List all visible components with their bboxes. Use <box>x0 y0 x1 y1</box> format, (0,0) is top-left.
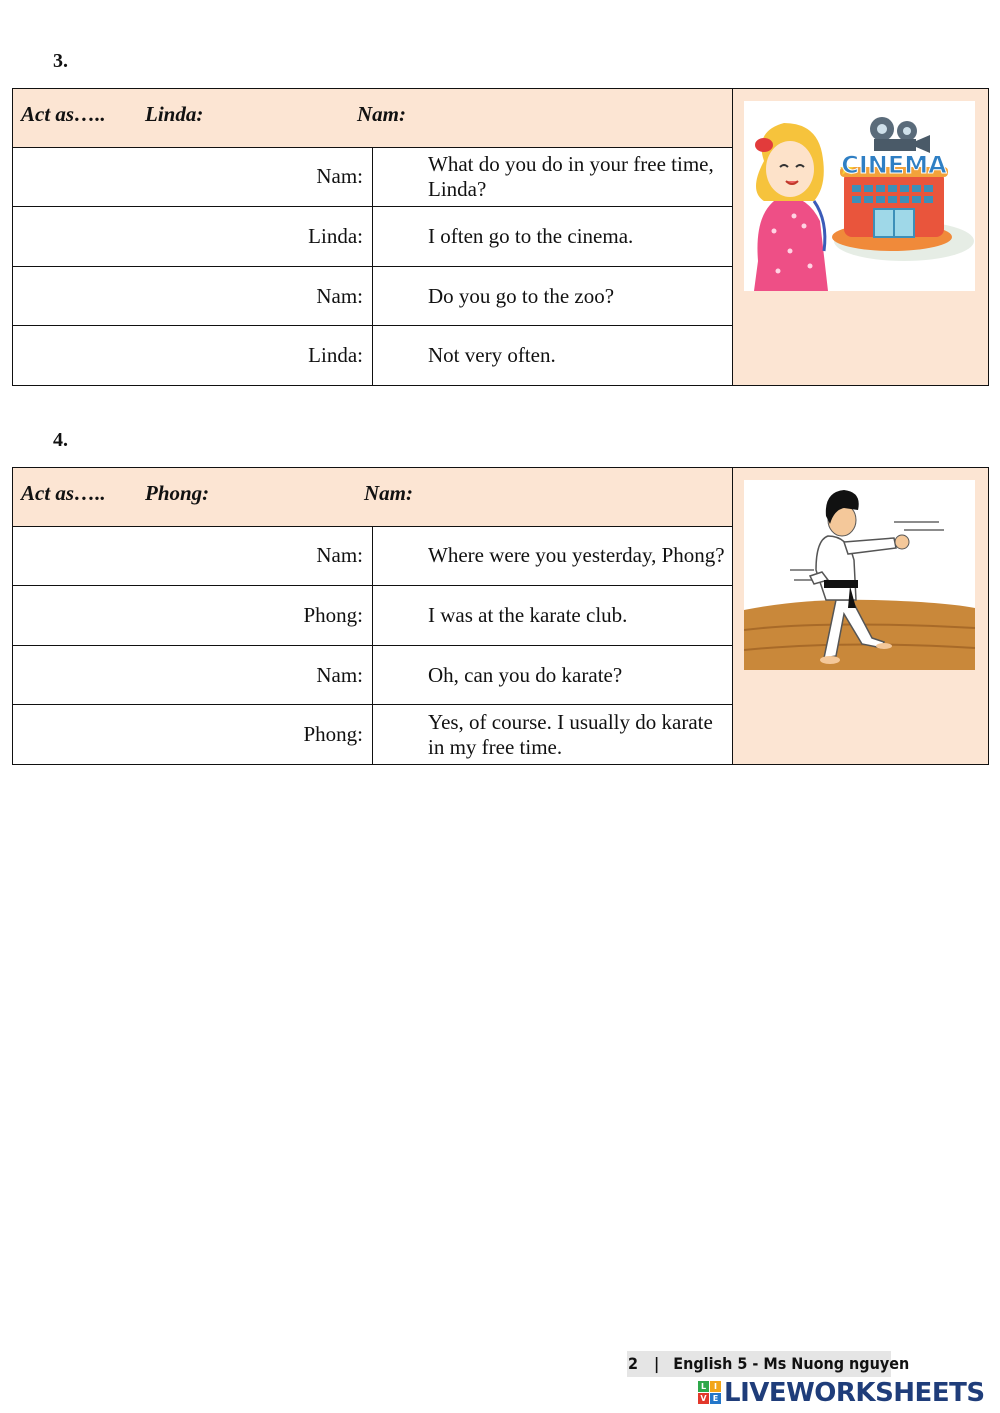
brand-name: LIVEWORKSHEETS <box>724 1378 985 1408</box>
role-1-label: Phong: <box>145 481 210 506</box>
dialogue-header <box>13 89 733 148</box>
liveworksheets-brand[interactable] <box>698 1378 985 1408</box>
dialogue-line: Where were you yesterday, Phong? <box>373 526 733 586</box>
speaker-label: Linda: <box>13 326 373 386</box>
speaker-label: Nam: <box>13 645 373 705</box>
page-footer <box>627 1351 910 1377</box>
exercise-number-4: 4. <box>53 429 68 451</box>
dialogue-line: Not very often. <box>373 326 733 386</box>
dialogue-table-4 <box>12 467 989 765</box>
speaker-label: Nam: <box>13 526 373 586</box>
dialogue-table-3 <box>12 88 989 386</box>
speaker-label: Nam: <box>13 266 373 326</box>
page-number: 2 <box>628 1354 639 1373</box>
role-2-label: Nam: <box>357 102 406 127</box>
role-2-label: Nam: <box>364 481 413 506</box>
dialogue-line: What do you do in your free time, Linda? <box>373 147 733 207</box>
footer-title: English 5 - Ms Nuong nguyen <box>673 1354 910 1373</box>
liveworksheets-logo-icon: L I V E <box>698 1381 722 1405</box>
dialogue-line: I was at the karate club. <box>373 586 733 646</box>
cinema-girl-illustration <box>744 101 975 291</box>
role-1-label: Linda: <box>145 102 204 127</box>
dialogue-line: Oh, can you do karate? <box>373 645 733 705</box>
dialogue-header <box>13 468 733 527</box>
picture-cell <box>733 89 989 386</box>
cinema-sign-text: CINEMA <box>841 151 947 179</box>
speaker-label: Phong: <box>13 586 373 646</box>
speaker-label: Phong: <box>13 705 373 765</box>
speaker-label: Linda: <box>13 207 373 267</box>
picture-cell <box>733 468 989 765</box>
footer-separator: | <box>654 1354 660 1373</box>
exercise-number-3: 3. <box>53 50 68 72</box>
act-as-label: Act as….. <box>21 102 106 127</box>
dialogue-line: I often go to the cinema. <box>373 207 733 267</box>
dialogue-line: Do you go to the zoo? <box>373 266 733 326</box>
dialogue-line: Yes, of course. I usually do karate in my free time. <box>373 705 733 765</box>
karate-boy-illustration <box>744 480 975 670</box>
act-as-label: Act as….. <box>21 481 106 506</box>
speaker-label: Nam: <box>13 147 373 207</box>
